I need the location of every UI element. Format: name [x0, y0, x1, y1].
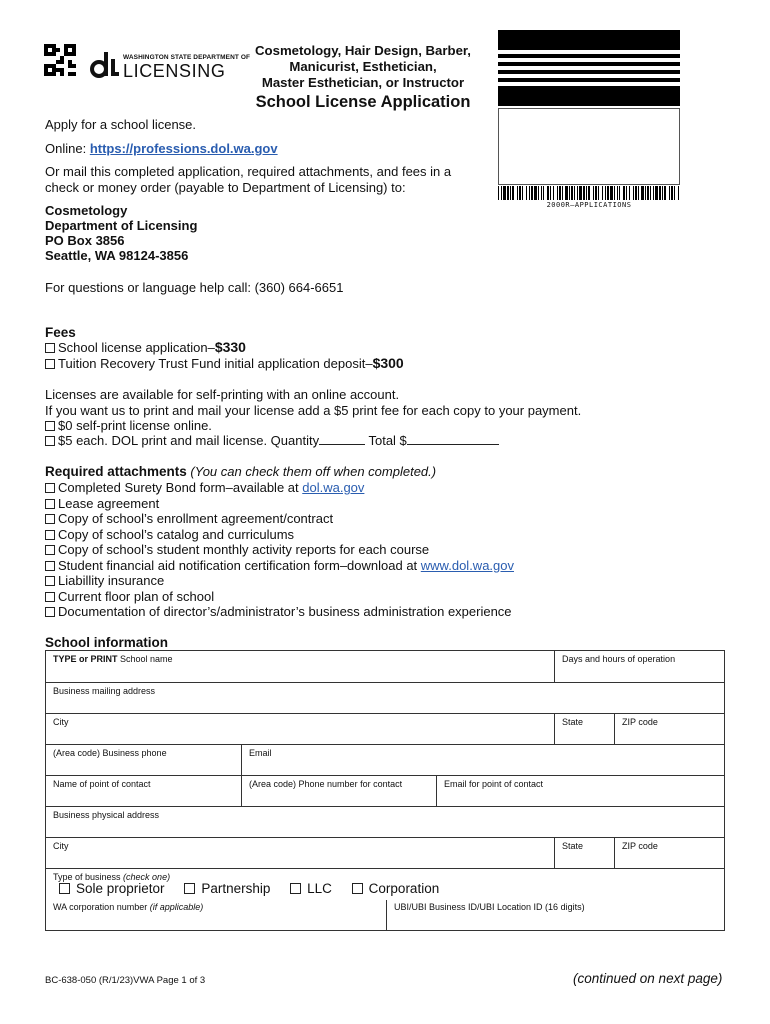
table-row	[46, 775, 724, 807]
attachments-header	[45, 464, 436, 479]
fee-amount: $300	[372, 355, 404, 371]
attachment-label: Lease agreement	[58, 495, 160, 511]
address-line: Cosmetology	[45, 203, 128, 218]
attachment-label: Copy of school’s enrollment agreement/contract	[58, 511, 334, 526]
table-row	[46, 713, 724, 745]
sole-proprietor-checkbox[interactable]	[59, 883, 70, 894]
print-info: If you want us to print and mail your license add a $5 print fee for each copy to your payment.	[45, 403, 582, 418]
state-field[interactable]	[554, 714, 614, 745]
city-label: City	[53, 841, 69, 851]
table-row	[46, 744, 724, 776]
attachment-item	[45, 511, 333, 526]
attachment-checkbox[interactable]	[45, 561, 55, 571]
fee-amount: $330	[214, 339, 246, 355]
table-row	[46, 806, 724, 838]
attachment-checkbox[interactable]	[45, 607, 55, 617]
business-type-option-label: LLC	[307, 881, 332, 896]
zip-field[interactable]	[614, 714, 724, 745]
state-label: State	[562, 841, 584, 851]
attachment-label: Student financial aid notification certification form–download at	[58, 557, 421, 573]
table-row	[46, 837, 724, 869]
attachment-item	[45, 573, 164, 588]
email-field[interactable]	[241, 745, 724, 776]
school-name-label: School name	[117, 654, 173, 664]
dol-logo-mark	[90, 50, 120, 78]
attachment-item	[45, 604, 512, 619]
corp-number-field[interactable]	[46, 900, 386, 930]
physical-city-field[interactable]	[46, 838, 554, 869]
title-line: Manicurist, Esthetician,	[289, 59, 437, 74]
ubi-field[interactable]	[386, 900, 724, 930]
mail-line: Or mail this completed application, required attachments, and fees in a	[45, 164, 452, 179]
online-link[interactable]: https://professions.dol.wa.gov	[89, 141, 278, 156]
school-info-heading: School information	[45, 635, 168, 650]
barcode-image	[498, 186, 680, 200]
city-field[interactable]	[46, 714, 554, 745]
attachment-item	[45, 496, 159, 511]
attachment-checkbox[interactable]	[45, 499, 55, 509]
form-id: BC-638-050 (R/1/23)VWA Page 1 of 3	[45, 975, 206, 986]
ubi-label: UBI/UBI Business ID/UBI Location ID (16 digits)	[394, 902, 585, 912]
business-type-option-label: Partnership	[201, 881, 271, 896]
online-label: Online:	[45, 141, 90, 156]
type-print-label: TYPE or PRINT	[53, 654, 118, 664]
corp-number-label: WA corporation number	[53, 902, 150, 912]
contact-name-label: Name of point of contact	[53, 779, 151, 789]
business-type-field	[46, 869, 724, 901]
contact-email-label: Email for point of contact	[444, 779, 544, 789]
corporation-checkbox[interactable]	[352, 883, 363, 894]
fee-checkbox[interactable]	[45, 359, 55, 369]
contact-name-field[interactable]	[46, 776, 241, 807]
online-line	[45, 141, 278, 156]
physical-state-field[interactable]	[554, 838, 614, 869]
attachment-checkbox[interactable]	[45, 483, 55, 493]
attachment-label: Liabillity insurance	[58, 573, 165, 588]
school-name-field[interactable]	[46, 651, 554, 682]
contact-phone-field[interactable]	[241, 776, 436, 807]
logo-department-text: WASHINGTON STATE DEPARTMENT OF	[123, 54, 251, 61]
attachment-item	[45, 480, 364, 495]
title-line: Cosmetology, Hair Design, Barber,	[255, 43, 471, 58]
table-row	[46, 682, 724, 714]
qr-code-image	[44, 44, 76, 76]
help-phone-text: For questions or language help call: (360) 664-6651	[45, 280, 344, 295]
business-type-option-label: Corporation	[368, 881, 440, 896]
contact-phone-label: (Area code) Phone number for contact	[249, 779, 403, 789]
print-option	[45, 433, 499, 448]
quantity-field[interactable]	[319, 434, 365, 445]
table-row	[46, 868, 724, 901]
address-line: Seattle, WA 98124-3856	[45, 248, 189, 263]
fee-label: School license application–	[58, 340, 215, 355]
attachment-checkbox[interactable]	[45, 514, 55, 524]
zip-label: ZIP code	[622, 717, 658, 727]
title-line: Master Esthetician, or Instructor	[261, 75, 465, 90]
attachment-label: Current floor plan of school	[58, 588, 215, 604]
total-label: Total $	[365, 433, 407, 448]
fee-label: Tuition Recovery Trust Fund initial application deposit–	[58, 356, 373, 371]
mailing-address-field[interactable]	[46, 683, 724, 714]
fee-checkbox[interactable]	[45, 343, 55, 353]
office-use-box	[498, 30, 680, 200]
business-type-options	[53, 881, 449, 896]
table-row	[46, 651, 724, 682]
attachment-item	[45, 542, 429, 557]
mail-line: check or money order (payable to Department of Licensing) to:	[45, 180, 406, 195]
attachment-label: Copy of school’s student monthly activity reports for each course	[58, 542, 430, 557]
physical-address-label: Business physical address	[53, 810, 160, 820]
attachment-label: Completed Surety Bond form–available at	[58, 480, 303, 495]
barcode-label: 2000R–APPLICATIONS	[546, 201, 632, 209]
office-use-blank	[498, 108, 680, 185]
city-label: City	[53, 717, 69, 727]
attachment-checkbox[interactable]	[45, 576, 55, 586]
zip-label: ZIP code	[622, 841, 658, 851]
address-line: Department of Licensing	[45, 218, 198, 233]
corp-number-note: (if applicable)	[149, 902, 204, 912]
total-field[interactable]	[407, 434, 499, 445]
state-label: State	[562, 717, 584, 727]
logo-licensing-text: LICENSING	[123, 61, 226, 81]
school-info-table	[45, 650, 725, 931]
business-phone-label: (Area code) Business phone	[53, 748, 167, 758]
email-label: Email	[249, 748, 272, 758]
self-print-checkbox[interactable]	[45, 421, 55, 431]
mailing-address-label: Business mailing address	[53, 686, 156, 696]
attachment-checkbox[interactable]	[45, 592, 55, 602]
attachments-heading: Required attachments	[45, 464, 187, 479]
attachment-item	[45, 527, 294, 542]
attachment-item	[45, 558, 514, 573]
days-hours-label: Days and hours of operation	[562, 654, 676, 664]
attachment-checkbox[interactable]	[45, 530, 55, 540]
attachment-checkbox[interactable]	[45, 545, 55, 555]
days-hours-field[interactable]	[554, 651, 724, 682]
fee-item	[45, 356, 404, 371]
attachment-item	[45, 589, 214, 604]
partnership-checkbox[interactable]	[184, 883, 195, 894]
physical-address-field[interactable]	[46, 807, 724, 838]
business-type-note: (check one)	[123, 872, 171, 882]
business-type-option-label: Sole proprietor	[76, 881, 165, 896]
self-print-label: $0 self-print license online.	[58, 418, 212, 433]
business-phone-field[interactable]	[46, 745, 241, 776]
attachment-label: Documentation of director’s/administrator’s business administration experience	[58, 604, 512, 619]
fee-item	[45, 340, 246, 355]
print-info: Licenses are available for self-printing with an online account.	[45, 387, 400, 402]
address-line: PO Box 3856	[45, 233, 125, 248]
table-row	[46, 900, 724, 930]
dol-print-label: $5 each. DOL print and mail license. Quantity	[58, 433, 320, 448]
continued-note: (continued on next page)	[573, 971, 723, 986]
attachment-link[interactable]: dol.wa.gov	[302, 480, 365, 495]
apply-text: Apply for a school license.	[45, 117, 197, 132]
attachments-note: (You can check them off when completed.)	[186, 464, 437, 479]
dol-print-checkbox[interactable]	[45, 436, 55, 446]
fees-heading: Fees	[45, 325, 76, 340]
attachment-link[interactable]: www.dol.wa.gov	[420, 557, 514, 573]
contact-email-field[interactable]	[436, 776, 724, 807]
print-option	[45, 418, 212, 433]
form-subtitle: School License Application	[255, 93, 471, 111]
business-type-label: Type of business	[53, 872, 124, 882]
llc-checkbox[interactable]	[290, 883, 301, 894]
attachment-label: Copy of school’s catalog and curriculums	[58, 526, 295, 542]
title-block	[228, 43, 498, 112]
physical-zip-field[interactable]	[614, 838, 724, 869]
